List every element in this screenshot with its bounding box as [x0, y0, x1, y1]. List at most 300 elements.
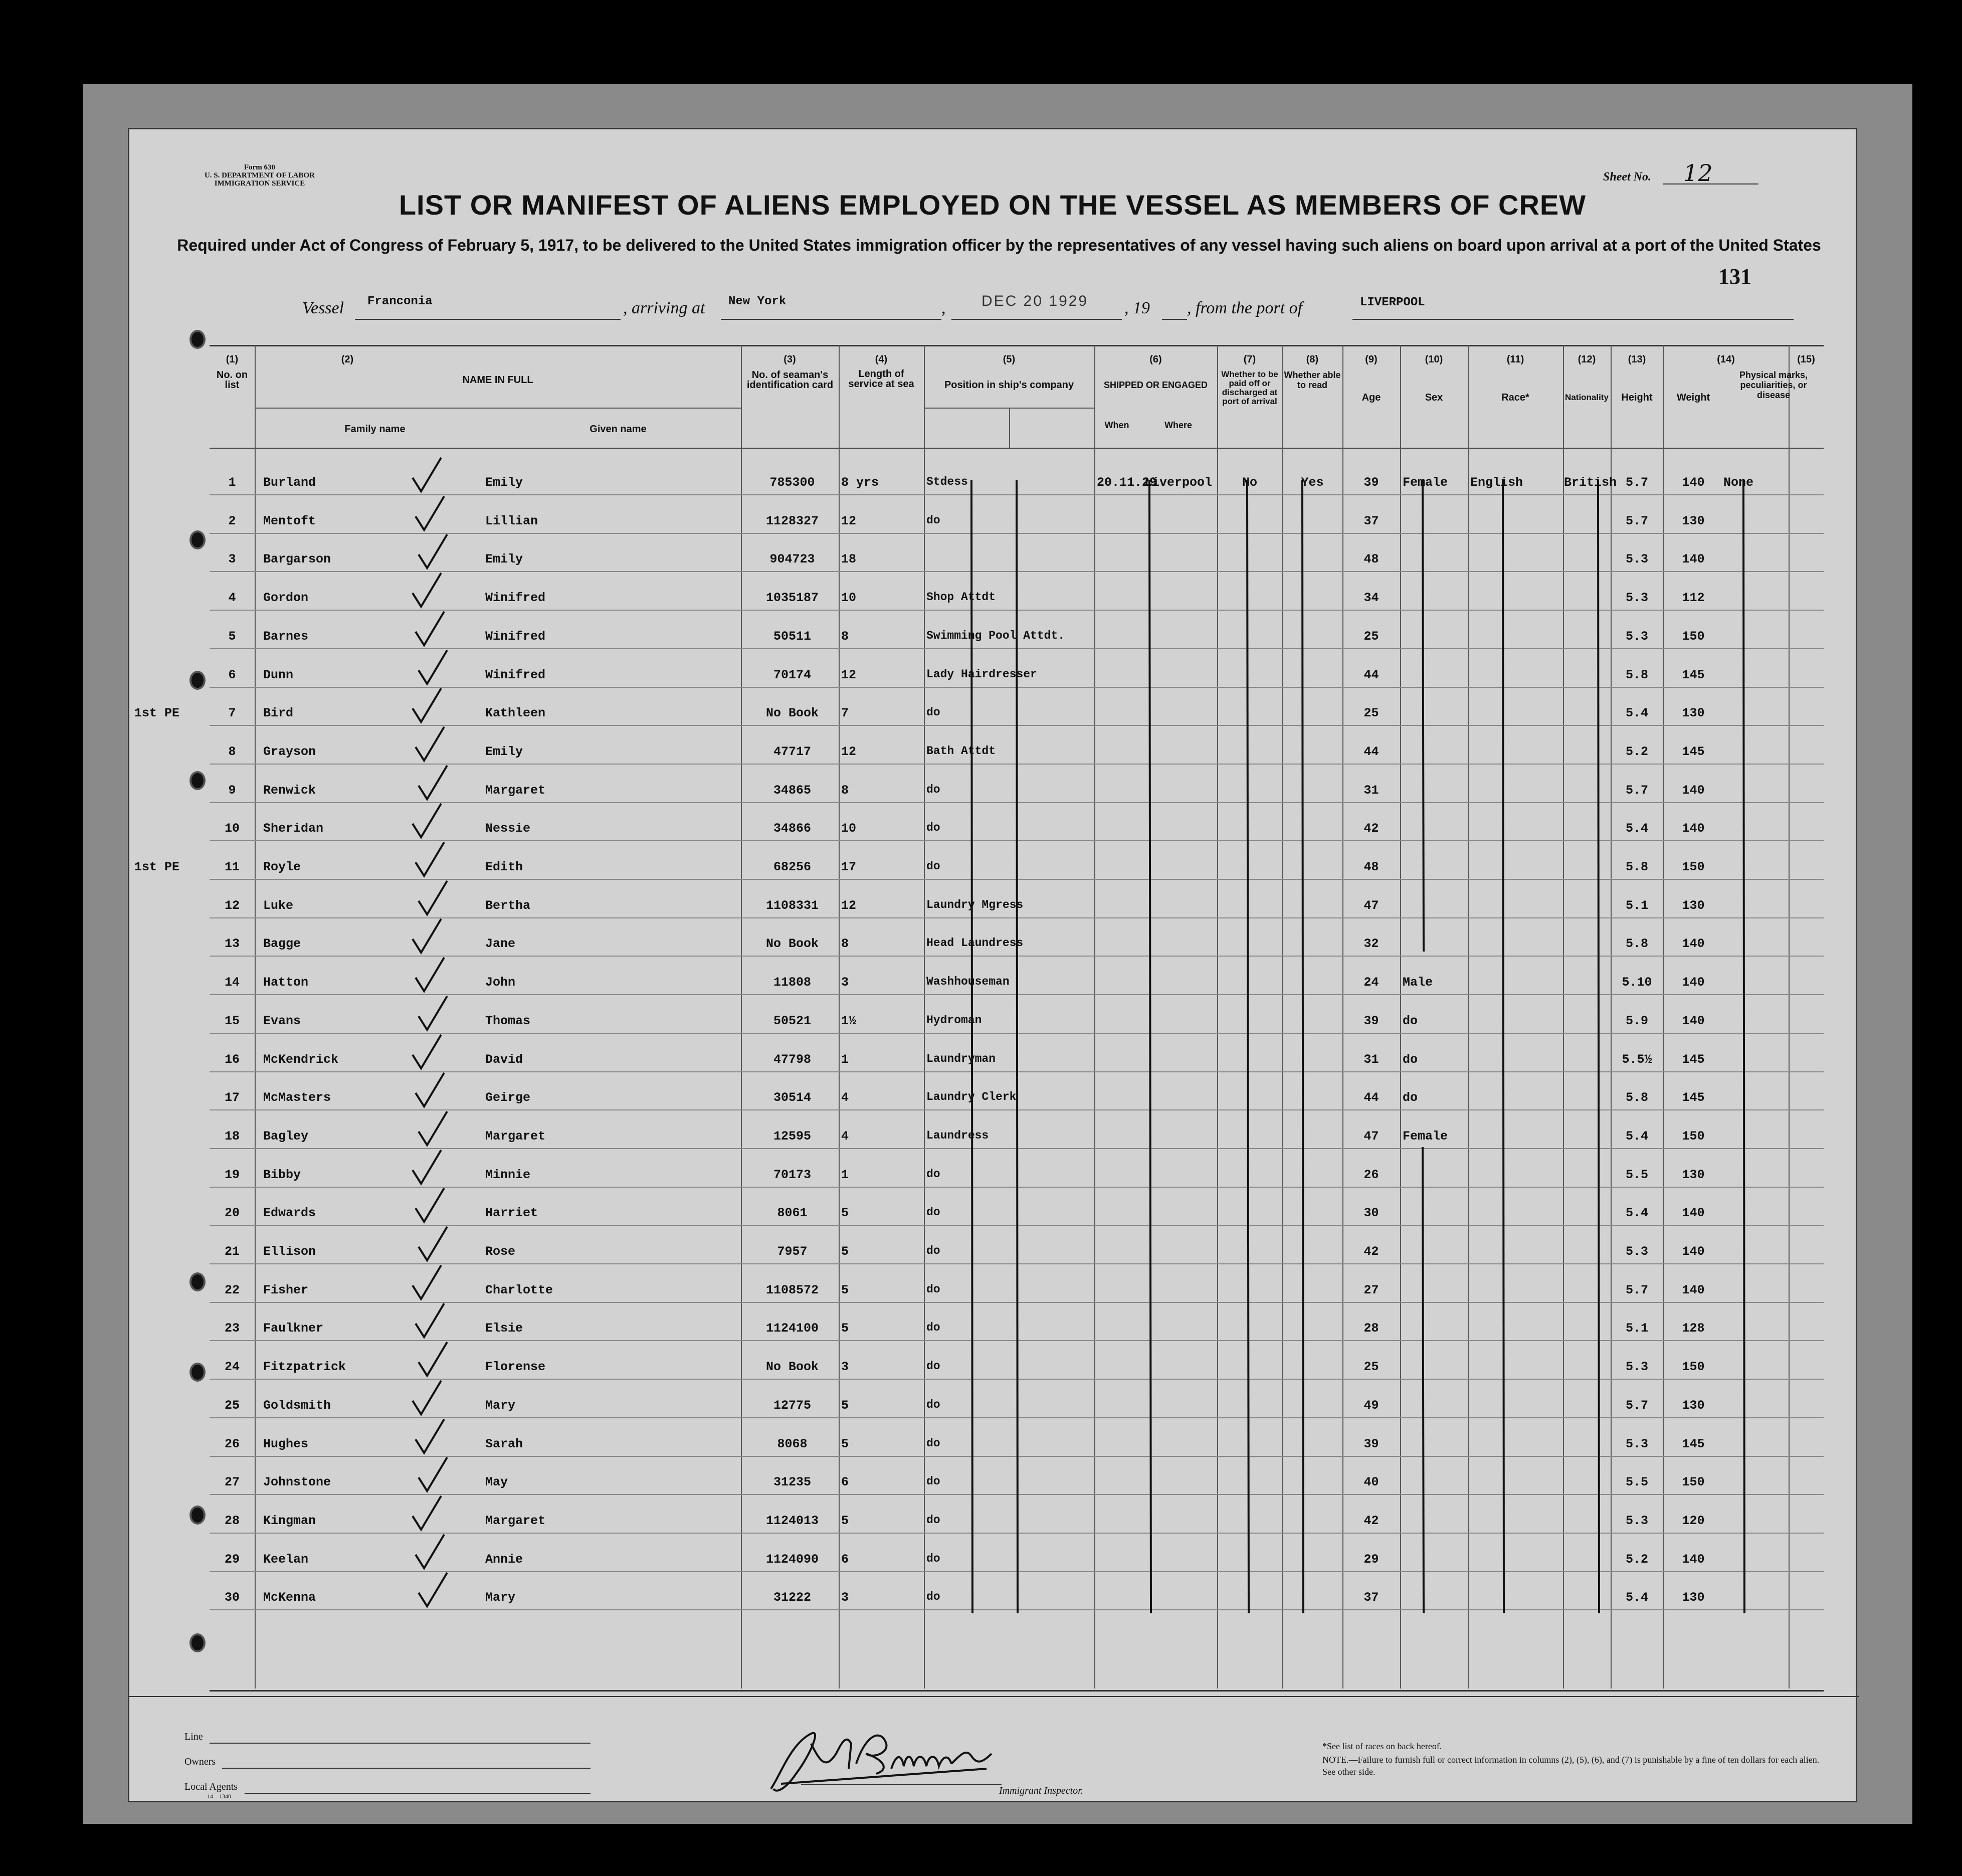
arriving-label: , arriving at — [623, 299, 705, 317]
cell-length-service: 5 — [841, 1282, 849, 1297]
cell-age: 32 — [1363, 936, 1379, 952]
cell-position: do — [926, 1282, 940, 1296]
cell-no: 3 — [228, 552, 236, 567]
cell-age: 31 — [1363, 1052, 1379, 1067]
punch-hole — [189, 1272, 206, 1291]
date-comma: , — [941, 299, 946, 317]
agents-code: 14—1340 — [207, 1793, 231, 1800]
cell-length-service: 6 — [841, 1475, 849, 1490]
cell-family-name: McMasters — [263, 1090, 331, 1105]
cell-length-service: 12 — [841, 513, 857, 528]
colnum-3: (3) — [783, 354, 796, 365]
cell-family-name: Fisher — [263, 1282, 309, 1297]
cell-id-card: 31222 — [773, 1590, 811, 1605]
cell-height: 5.3 — [1625, 1513, 1648, 1528]
header-able-to-read: Whether able to read — [1284, 370, 1341, 390]
cell-margin-note: 1st PE — [134, 860, 180, 874]
stamp-number: 131 — [1718, 264, 1751, 289]
cell-weight: 120 — [1682, 1513, 1705, 1528]
cell-weight: 145 — [1682, 1052, 1705, 1067]
cell-position: do — [926, 1360, 940, 1373]
cell-weight: 140 — [1682, 783, 1705, 798]
cell-family-name: Bargarson — [263, 552, 331, 567]
cell-position: Shop Attdt — [926, 591, 996, 604]
cell-given-name: Emily — [485, 475, 523, 490]
cell-length-service: 5 — [841, 1206, 849, 1221]
inspector-label: Immigrant Inspector. — [999, 1785, 1083, 1796]
header-race: Race* — [1501, 392, 1529, 403]
cell-no: 5 — [228, 629, 236, 644]
cell-no: 7 — [228, 706, 236, 721]
cell-age: 31 — [1363, 783, 1379, 798]
cell-position: Stdess — [926, 475, 968, 488]
cell-id-card: 8061 — [777, 1206, 808, 1221]
cell-sex: Female — [1403, 1129, 1448, 1144]
cell-id-card: 50511 — [773, 629, 811, 644]
agents-blank — [245, 1793, 591, 1794]
form-number: Form 630 — [244, 163, 276, 171]
cell-family-name: Burland — [263, 475, 316, 490]
cell-length-service: 4 — [841, 1090, 849, 1105]
cell-age: 37 — [1363, 1590, 1379, 1605]
cell-weight: 130 — [1682, 898, 1705, 913]
cell-family-name: Keelan — [263, 1552, 309, 1567]
cell-race: English — [1470, 475, 1523, 490]
cell-family-name: Royle — [263, 860, 301, 874]
cell-no: 21 — [224, 1244, 240, 1259]
cell-age: 42 — [1363, 1513, 1379, 1528]
colnum-12: (12) — [1578, 354, 1596, 365]
cell-family-name: Bibby — [263, 1167, 301, 1182]
cell-given-name: Charlotte — [485, 1282, 553, 1297]
cell-id-card: 70174 — [773, 667, 811, 682]
cell-length-service: 1 — [841, 1052, 849, 1067]
cell-no: 12 — [224, 898, 240, 913]
cell-age: 34 — [1363, 591, 1379, 606]
date-stamp: DEC 20 1929 — [982, 293, 1089, 309]
cell-height: 5.3 — [1625, 552, 1648, 567]
line-blank — [210, 1743, 591, 1744]
cell-age: 42 — [1363, 1244, 1379, 1259]
from-label: , from the port of — [1187, 299, 1303, 317]
cell-height: 5.5 — [1625, 1475, 1648, 1490]
cell-able-to-read: Yes — [1301, 475, 1324, 490]
cell-weight: 112 — [1682, 591, 1705, 606]
cell-height: 5.4 — [1625, 1206, 1648, 1221]
cell-length-service: 12 — [841, 898, 857, 913]
agents-label: Local Agents — [184, 1781, 238, 1792]
cell-length-service: 3 — [841, 1360, 849, 1375]
cell-length-service: 4 — [841, 1129, 849, 1144]
cell-length-service: 12 — [841, 744, 857, 759]
cell-weight: 140 — [1682, 936, 1705, 952]
cell-weight: 140 — [1682, 1244, 1705, 1259]
cell-age: 27 — [1363, 1282, 1379, 1297]
cell-age: 29 — [1363, 1552, 1379, 1567]
cell-id-card: 30514 — [773, 1090, 811, 1105]
punch-hole — [189, 1506, 206, 1525]
cell-family-name: Hatton — [263, 975, 309, 990]
cell-weight: 145 — [1682, 744, 1705, 759]
cell-id-card: 1128327 — [765, 513, 819, 528]
cell-id-card: 8068 — [777, 1436, 808, 1451]
cell-weight: 130 — [1682, 1590, 1705, 1605]
cell-age: 26 — [1363, 1167, 1379, 1182]
cell-length-service: 10 — [841, 821, 857, 836]
cell-length-service: 18 — [841, 552, 857, 567]
from-port: LIVERPOOL — [1360, 296, 1425, 309]
cell-age: 25 — [1363, 1360, 1379, 1375]
note-races: *See list of races on back hereof. — [1322, 1741, 1442, 1751]
cell-position: do — [926, 1398, 940, 1411]
cell-given-name: Elsie — [485, 1321, 523, 1336]
header-given-name: Given name — [590, 424, 647, 435]
footer-separator — [129, 1696, 1859, 1697]
header-length-service: Length of service at sea — [848, 368, 914, 390]
owners-label: Owners — [184, 1756, 216, 1767]
cell-no: 14 — [224, 975, 240, 990]
cell-no: 19 — [224, 1167, 240, 1182]
cell-position: Lady Hairdresser — [926, 667, 1037, 681]
vessel-name: Franconia — [367, 295, 433, 308]
owners-blank — [222, 1768, 591, 1769]
cell-height: 5.2 — [1625, 744, 1648, 759]
cell-no: 22 — [224, 1282, 240, 1297]
cell-given-name: Annie — [485, 1552, 523, 1567]
cell-id-card: 785300 — [769, 475, 815, 490]
cell-position: do — [926, 783, 940, 796]
cell-weight: 150 — [1682, 629, 1705, 644]
cell-no: 20 — [224, 1206, 240, 1221]
cell-position: do — [926, 860, 940, 873]
cell-length-service: 12 — [841, 667, 857, 682]
header-position: Position in ship's company — [944, 380, 1074, 391]
cell-given-name: Mary — [485, 1398, 516, 1413]
manifest-page — [128, 128, 1857, 1802]
cell-no: 6 — [228, 667, 236, 682]
sheet-label: Sheet No. — [1603, 170, 1651, 183]
cell-paid-off: No — [1242, 475, 1257, 490]
cell-age: 28 — [1363, 1321, 1379, 1336]
cell-given-name: Nessie — [485, 821, 531, 836]
cell-family-name: Goldsmith — [263, 1398, 331, 1413]
cell-height: 5.3 — [1625, 1360, 1648, 1375]
cell-position: Bath Attdt — [926, 744, 996, 758]
header-weight: Weight — [1676, 392, 1710, 403]
cell-given-name: Winifred — [485, 629, 546, 644]
cell-no: 30 — [224, 1590, 240, 1605]
cell-family-name: McKendrick — [263, 1052, 339, 1067]
cell-age: 25 — [1363, 706, 1379, 721]
vessel-label: Vessel — [302, 299, 344, 317]
header-id-card: No. of seaman's identification card — [746, 369, 834, 391]
year-label: , 19 — [1124, 299, 1150, 317]
cell-height: 5.10 — [1622, 975, 1652, 990]
header-family-name: Family name — [344, 424, 406, 435]
cell-shipped-when: 20.11.29 — [1097, 475, 1157, 490]
cell-given-name: Rose — [485, 1244, 516, 1259]
cell-height: 5.7 — [1625, 513, 1648, 528]
cell-age: 39 — [1363, 475, 1379, 490]
cell-weight: 150 — [1682, 1360, 1705, 1375]
cell-shipped-where: Liverpool — [1144, 475, 1213, 490]
cell-age: 24 — [1363, 975, 1379, 990]
colnum-2: (2) — [341, 354, 354, 365]
cell-family-name: Mentoft — [263, 513, 316, 528]
colnum-15: (15) — [1797, 354, 1815, 365]
cell-height: 5.2 — [1625, 1552, 1648, 1567]
colnum-14: (14) — [1717, 354, 1735, 365]
punch-hole — [189, 1363, 206, 1382]
cell-age: 39 — [1363, 1436, 1379, 1451]
punch-hole — [189, 771, 206, 790]
cell-id-card: 34865 — [773, 783, 811, 798]
cell-id-card: 12775 — [773, 1398, 811, 1413]
cell-given-name: Margaret — [485, 1513, 546, 1528]
cell-given-name: Florense — [485, 1360, 546, 1375]
header-nationality: Nationality — [1565, 393, 1609, 402]
header-height: Height — [1621, 392, 1653, 403]
cell-no: 2 — [228, 513, 236, 528]
cell-length-service: 5 — [841, 1321, 849, 1336]
cell-no: 1 — [228, 475, 236, 490]
cell-given-name: Emily — [485, 744, 523, 759]
cell-sex: Male — [1403, 975, 1433, 990]
cell-no: 15 — [224, 1013, 240, 1028]
cell-given-name: Harriet — [485, 1206, 538, 1221]
cell-given-name: John — [485, 975, 516, 990]
header-sex: Sex — [1425, 392, 1443, 403]
cell-age: 44 — [1363, 744, 1379, 759]
cell-position: Swimming Pool Attdt. — [926, 629, 1065, 642]
cell-age: 44 — [1363, 1090, 1379, 1105]
cell-family-name: Gordon — [263, 591, 309, 606]
cell-id-card: 47798 — [773, 1052, 811, 1067]
header-name-in-full: NAME IN FULL — [462, 374, 533, 386]
cell-height: 5.3 — [1625, 629, 1648, 644]
cell-length-service: 6 — [841, 1552, 849, 1567]
cell-id-card: 1035187 — [765, 591, 819, 606]
cell-age: 25 — [1363, 629, 1379, 644]
cell-weight: 130 — [1682, 1167, 1705, 1182]
cell-weight: 130 — [1682, 1398, 1705, 1413]
cell-age: 44 — [1363, 667, 1379, 682]
cell-height: 5.4 — [1625, 1129, 1648, 1144]
cell-age: 47 — [1363, 898, 1379, 913]
cell-height: 5.8 — [1625, 860, 1648, 874]
cell-no: 28 — [224, 1513, 240, 1528]
cell-weight: 150 — [1682, 860, 1705, 874]
cell-id-card: No Book — [765, 1360, 819, 1375]
cell-id-card: 34866 — [773, 821, 811, 836]
cell-height: 5.4 — [1625, 706, 1648, 721]
cell-position: do — [926, 1167, 940, 1181]
cell-weight: 140 — [1682, 1552, 1705, 1567]
colnum-10: (10) — [1425, 354, 1443, 365]
cell-no: 4 — [228, 591, 236, 606]
colnum-6: (6) — [1149, 354, 1162, 365]
cell-given-name: Kathleen — [485, 706, 546, 721]
cell-given-name: Emily — [485, 552, 523, 567]
cell-length-service: 5 — [841, 1244, 849, 1259]
cell-position: do — [926, 1552, 940, 1565]
cell-age: 47 — [1363, 1129, 1379, 1144]
cell-weight: 130 — [1682, 513, 1705, 528]
cell-family-name: Faulkner — [263, 1321, 324, 1336]
cell-height: 5.3 — [1625, 1244, 1648, 1259]
cell-position: do — [926, 513, 940, 527]
cell-no: 11 — [224, 860, 240, 874]
cell-age: 48 — [1363, 860, 1379, 874]
cell-id-card: 12595 — [773, 1129, 811, 1144]
cell-height: 5.8 — [1625, 667, 1648, 682]
cell-length-service: 8 — [841, 783, 849, 798]
cell-position: Laundress — [926, 1129, 989, 1142]
cell-weight: 140 — [1682, 975, 1705, 990]
cell-sex: do — [1403, 1013, 1418, 1028]
cell-length-service: 3 — [841, 1590, 849, 1605]
cell-weight: 140 — [1682, 1282, 1705, 1297]
cell-position: do — [926, 1244, 940, 1257]
cell-weight: 140 — [1682, 1013, 1705, 1028]
cell-id-card: 47717 — [773, 744, 811, 759]
cell-position: Washhouseman — [926, 975, 1010, 989]
cell-age: 39 — [1363, 1013, 1379, 1028]
cell-id-card: No Book — [765, 706, 819, 721]
cell-id-card: 7957 — [777, 1244, 808, 1259]
cell-length-service: 8 yrs — [841, 475, 879, 490]
cell-age: 40 — [1363, 1475, 1379, 1490]
cell-family-name: Kingman — [263, 1513, 316, 1528]
cell-given-name: Lillian — [485, 513, 538, 528]
punch-hole — [189, 671, 206, 690]
cell-sex: do — [1403, 1090, 1418, 1105]
cell-length-service: 5 — [841, 1513, 849, 1528]
cell-position: Laundryman — [926, 1052, 996, 1065]
cell-height: 5.8 — [1625, 1090, 1648, 1105]
colnum-9: (9) — [1365, 354, 1378, 365]
cell-position: do — [926, 1513, 940, 1527]
cell-length-service: 1½ — [841, 1013, 857, 1028]
ditto-lines — [129, 129, 1859, 1804]
cell-no: 27 — [224, 1475, 240, 1490]
cell-height: 5.1 — [1625, 1321, 1648, 1336]
cell-family-name: Bagley — [263, 1129, 309, 1144]
cell-position: do — [926, 706, 940, 719]
cell-position: do — [926, 1590, 940, 1604]
sheet-number: 12 — [1683, 159, 1713, 186]
cell-given-name: Thomas — [485, 1013, 531, 1028]
cell-no: 9 — [228, 783, 236, 798]
cell-weight: 128 — [1682, 1321, 1705, 1336]
cell-given-name: Winifred — [485, 591, 546, 606]
cell-length-service: 10 — [841, 591, 857, 606]
punch-hole — [189, 530, 206, 549]
cell-length-service: 1 — [841, 1167, 849, 1182]
cell-no: 25 — [224, 1398, 240, 1413]
cell-family-name: Fitzpatrick — [263, 1360, 346, 1375]
cell-family-name: Barnes — [263, 629, 309, 644]
cell-family-name: Evans — [263, 1013, 301, 1028]
cell-id-card: 31235 — [773, 1475, 811, 1490]
header-age: Age — [1361, 392, 1381, 403]
header-shipped: SHIPPED OR ENGAGED — [1103, 380, 1208, 390]
cell-position: Hydroman — [926, 1013, 982, 1027]
cell-height: 5.5½ — [1622, 1052, 1652, 1067]
cell-family-name: Dunn — [263, 667, 294, 682]
cell-length-service: 17 — [841, 860, 857, 874]
cell-weight: 145 — [1682, 1436, 1705, 1451]
colnum-11: (11) — [1506, 354, 1524, 365]
cell-weight: 150 — [1682, 1475, 1705, 1490]
cell-given-name: David — [485, 1052, 523, 1067]
cell-weight: 130 — [1682, 706, 1705, 721]
cell-age: 30 — [1363, 1206, 1379, 1221]
cell-family-name: Grayson — [263, 744, 316, 759]
cell-id-card: 1124100 — [765, 1321, 819, 1336]
cell-no: 10 — [224, 821, 240, 836]
colnum-13: (13) — [1628, 354, 1646, 365]
cell-height: 5.5 — [1625, 1167, 1648, 1182]
cell-family-name: Bagge — [263, 936, 301, 952]
colnum-1: (1) — [226, 354, 239, 365]
colnum-7: (7) — [1243, 354, 1256, 365]
cell-weight: 145 — [1682, 667, 1705, 682]
cell-height: 5.9 — [1625, 1013, 1648, 1028]
cell-height: 5.7 — [1625, 475, 1648, 490]
cell-id-card: 904723 — [769, 552, 815, 567]
cell-given-name: Margaret — [485, 783, 546, 798]
cell-height: 5.3 — [1625, 591, 1648, 606]
cell-nationality: British — [1564, 475, 1617, 490]
note-penalty: NOTE.—Failure to furnish full or correct information in columns (2), (5), (6), and (7) is punishable by a fine of ten dollars for each alien. See other side. — [1322, 1755, 1820, 1777]
cell-length-service: 5 — [841, 1398, 849, 1413]
cell-length-service: 3 — [841, 975, 849, 990]
cell-family-name: Renwick — [263, 783, 316, 798]
line-label: Line — [184, 1731, 203, 1742]
cell-length-service: 8 — [841, 629, 849, 644]
header-when: When — [1104, 420, 1129, 430]
arriving-port: New York — [728, 295, 787, 308]
cell-height: 5.8 — [1625, 936, 1648, 952]
cell-sex: do — [1403, 1052, 1418, 1067]
cell-height: 5.4 — [1625, 821, 1648, 836]
cell-weight: 140 — [1682, 1206, 1705, 1221]
punch-hole — [189, 1633, 206, 1652]
cell-no: 13 — [224, 936, 240, 952]
colnum-8: (8) — [1306, 354, 1319, 365]
cell-given-name: Bertha — [485, 898, 531, 913]
cell-weight: 140 — [1682, 552, 1705, 567]
cell-weight: 140 — [1682, 821, 1705, 836]
cell-given-name: Mary — [485, 1590, 516, 1605]
cell-weight: 140 — [1682, 475, 1705, 490]
cell-family-name: Johnstone — [263, 1475, 331, 1490]
cell-position: Laundry Clerk — [926, 1090, 1017, 1104]
cell-given-name: Jane — [485, 936, 516, 952]
colnum-5: (5) — [1003, 354, 1016, 365]
cell-age: 49 — [1363, 1398, 1379, 1413]
cell-id-card: 1108331 — [765, 898, 819, 913]
cell-given-name: Sarah — [485, 1436, 523, 1451]
page-subtitle: Required under Act of Congress of February 5, 1917, to be delivered to the United States immigration officer by the representatives of any vessel having such aliens on board upon arrival at a port of the United States — [177, 236, 1821, 254]
cell-given-name: Winifred — [485, 667, 546, 682]
cell-length-service: 5 — [841, 1436, 849, 1451]
header-physical-marks: Physical marks, peculiarities, or disease — [1739, 370, 1808, 400]
header-no-on-list: No. on list — [216, 369, 248, 391]
cell-given-name: May — [485, 1475, 508, 1490]
inspector-line — [801, 1784, 1002, 1785]
